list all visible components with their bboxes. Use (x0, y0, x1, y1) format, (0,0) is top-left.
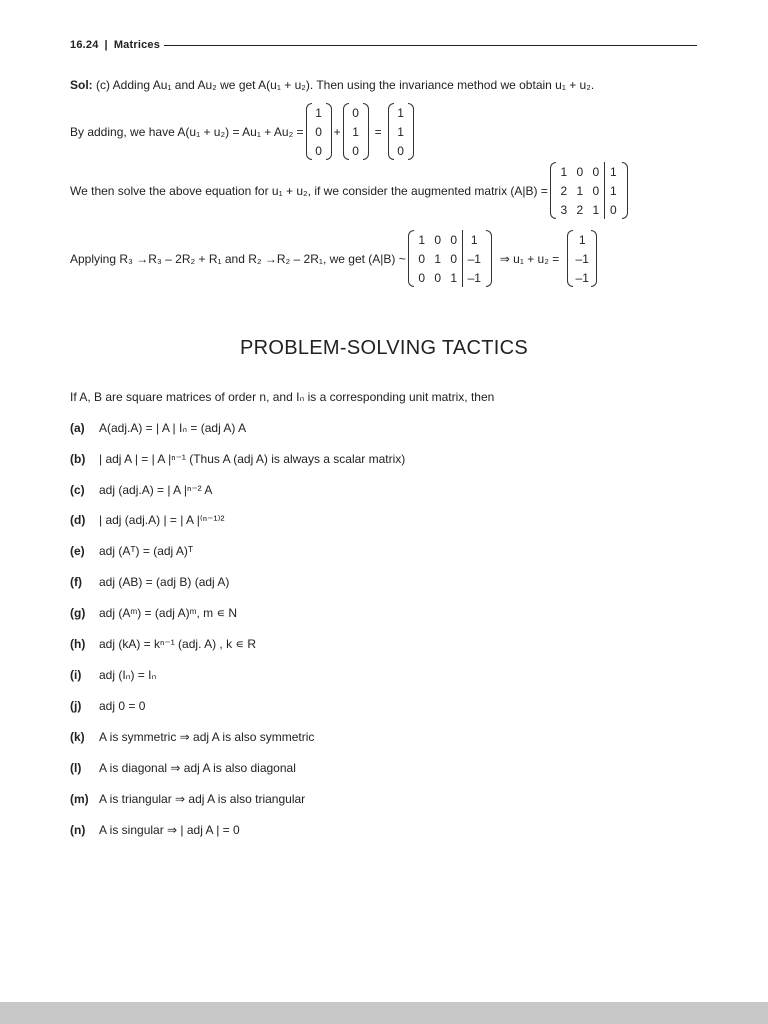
matrix-cell: –1 (462, 268, 486, 287)
augmented-matrix (550, 162, 628, 219)
plus-sign: + (333, 124, 341, 139)
item-label: (n) (70, 823, 86, 837)
matrix-cell: 0 (592, 164, 600, 179)
implies-text: ⇒ u₁ + u₂ = (499, 251, 560, 266)
item-label: (c) (70, 483, 85, 497)
reduced-matrix (408, 230, 492, 287)
list-item (70, 637, 256, 651)
item-text: adj (Iₙ) = Iₙ (99, 668, 157, 682)
item-text: | adj (adj.A) | = | A |⁽ⁿ⁻¹⁾² (99, 513, 225, 527)
item-label: (e) (70, 544, 85, 558)
equals-sign: = (374, 124, 382, 139)
list-item (70, 668, 156, 682)
item-text: A is symmetric ⇒ adj A is also symmetric (99, 730, 315, 744)
item-label: (m) (70, 792, 89, 806)
item-label: (d) (70, 513, 86, 527)
header-separator: | (104, 39, 108, 51)
item-text: adj (kA) = kⁿ⁻¹ (adj. A) , k ∊ R (99, 637, 257, 651)
item-text: A is diagonal ⇒ adj A is also diagonal (99, 761, 296, 775)
item-text: adj (adj.A) = | A |ⁿ⁻² A (99, 483, 213, 497)
augmented-text: We then solve the above equation for u₁ + u₂, if we consider the augmented matrix (A|B) = (70, 183, 548, 198)
by-adding-text: By adding, we have A(u₁ + u₂) = Au₁ + Au₂ = (70, 124, 304, 139)
matrix-cell: 0 (434, 232, 442, 247)
matrix-cell: 2 (576, 202, 584, 217)
solution-line (70, 78, 594, 92)
matrix-cell: 1 (397, 124, 404, 139)
by-adding-equation (70, 103, 416, 160)
matrix-cell: 1 (397, 105, 404, 120)
matrix-cell: –1 (575, 251, 589, 266)
list-item (70, 823, 240, 837)
item-text: | adj A | = | A |ⁿ⁻¹ (Thus A (adj A) is always a scalar matrix) (99, 452, 406, 466)
list-item (70, 483, 212, 497)
page-header (70, 38, 697, 52)
applying-text: Applying R₃ →R₃ – 2R₂ + R₁ and R₂ →R₂ – 2R₁, we get (A|B) ~ (70, 251, 406, 266)
matrix-cell: 1 (576, 183, 584, 198)
list-item (70, 421, 246, 435)
chapter-title: Matrices (113, 39, 161, 51)
matrix-cell: 2 (560, 183, 568, 198)
list-item (70, 792, 305, 806)
item-text: A(adj.A) = | A | Iₙ = (adj A) A (99, 421, 247, 435)
sol-text: (c) Adding Au₁ and Au₂ we get A(u₁ + u₂). Then using the invariance method we obtain u₁ + u₂. (96, 78, 595, 92)
item-text: adj (Aᵀ) = (adj A)ᵀ (99, 544, 194, 558)
list-item (70, 544, 193, 558)
matrix-cell: 1 (578, 232, 586, 247)
list-item (70, 452, 405, 466)
matrix-cell: 3 (560, 202, 568, 217)
matrix-cell: 1 (315, 105, 322, 120)
matrix-cell: 0 (592, 183, 600, 198)
matrix-cell: 0 (450, 251, 458, 266)
matrix-cell: 0 (418, 251, 426, 266)
matrix-cell: 1 (560, 164, 568, 179)
column-matrix-2 (343, 103, 369, 160)
item-text: A is singular ⇒ | adj A | = 0 (99, 823, 240, 837)
matrix-cell: 0 (352, 105, 359, 120)
item-label: (f) (70, 575, 82, 589)
matrix-cell: 0 (397, 143, 404, 158)
matrix-cell: 0 (418, 270, 426, 285)
matrix-cell: 0 (450, 232, 458, 247)
matrix-cell: 0 (352, 143, 359, 158)
item-label: (h) (70, 637, 86, 651)
augmented-equation (70, 162, 630, 219)
matrix-cell: 0 (315, 124, 322, 139)
item-text: adj (Aᵐ) = (adj A)ᵐ, m ∊ N (99, 606, 238, 620)
matrix-cell: 1 (462, 230, 486, 249)
list-item (70, 699, 145, 713)
list-item (70, 730, 314, 744)
matrix-cell: 0 (315, 143, 322, 158)
matrix-cell: 1 (604, 162, 622, 181)
matrix-cell: 0 (434, 270, 442, 285)
applying-equation (70, 230, 599, 287)
matrix-cell: 0 (576, 164, 584, 179)
item-label: (a) (70, 421, 85, 435)
matrix-cell: –1 (575, 270, 589, 285)
footer-bar (0, 1002, 768, 1024)
matrix-cell: 1 (434, 251, 442, 266)
item-text: adj (AB) = (adj B) (adj A) (99, 575, 230, 589)
list-item (70, 606, 237, 620)
header-rule (164, 45, 697, 46)
column-matrix-3 (388, 103, 414, 160)
list-item (70, 513, 224, 527)
page-number: 16.24 (70, 39, 99, 51)
matrix-cell: 0 (604, 200, 622, 219)
matrix-cell: 1 (352, 124, 359, 139)
item-text: adj 0 = 0 (99, 699, 146, 713)
sol-prefix: Sol: (70, 78, 93, 92)
matrix-cell: 1 (418, 232, 426, 247)
item-text: A is triangular ⇒ adj A is also triangular (99, 792, 306, 806)
section-title: PROBLEM-SOLVING TACTICS (239, 337, 529, 359)
item-label: (k) (70, 730, 85, 744)
item-label: (j) (70, 699, 82, 713)
list-item (70, 575, 229, 589)
matrix-cell: 1 (592, 202, 600, 217)
matrix-cell: 1 (450, 270, 458, 285)
matrix-cell: –1 (462, 249, 486, 268)
item-label: (g) (70, 606, 86, 620)
list-item (70, 761, 296, 775)
item-label: (i) (70, 668, 82, 682)
result-matrix (567, 230, 597, 287)
intro-text: If A, B are square matrices of order n, and Iₙ is a corresponding unit matrix, then (70, 390, 495, 404)
item-label: (l) (70, 761, 82, 775)
column-matrix-1 (306, 103, 332, 160)
matrix-cell: 1 (604, 181, 622, 200)
item-label: (b) (70, 452, 86, 466)
